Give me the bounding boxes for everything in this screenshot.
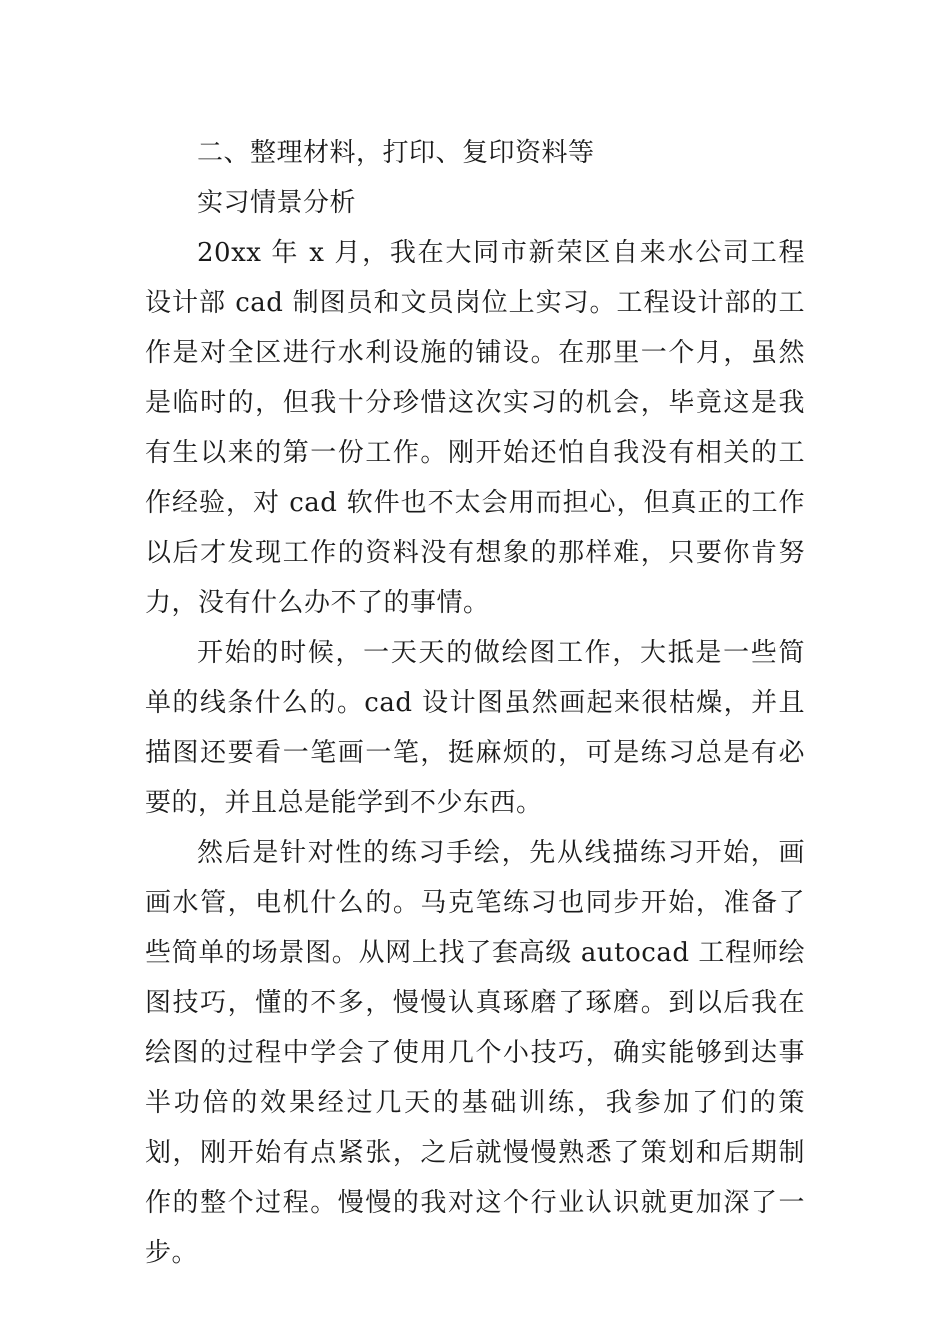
paragraph-hand-drawing-practice: 然后是针对性的练习手绘，先从线描练习开始，画画水管，电机什么的。马克笔练习也同步开始，准备了些简单的场景图。从网上找了套高级 autocad 工程师绘图技巧，懂的不多，慢慢认真琢磨了琢磨。到以后我在绘图的过程中学会了使用几个小技巧，确实能够到达事半功倍的效果经过几天的基础训练，我参加了们的策划，刚开始有点紧张，之后就慢慢熟悉了策划和后期制作的整个过程。慢慢的我对这个行业认识就更加深了一步。 <box>145 838 805 1268</box>
paragraph-internship-intro: 20xx 年 x 月，我在大同市新荣区自来水公司工程设计部 cad 制图员和文员岗位上实习。工程设计部的工作是对全区进行水利设施的铺设。在那里一个月，虽然是临时的，但我十分珍惜这次实习的机会，毕竟这是我有生以来的第一份工作。刚开始还怕自我没有相关的工作经验，对 cad 软件也不太会用而担心，但真正的工作以后才发现工作的资料没有想象的那样难，只要你肯努力，没有什么办不了的事情。 <box>145 238 805 618</box>
paragraph-drawing-work: 开始的时候，一天天的做绘图工作，大抵是一些简单的线条什么的。cad 设计图虽然画起来很枯燥，并且描图还要看一笔画一笔，挺麻烦的，可是练习总是有必要的，并且总是能学到不少东西。 <box>145 638 805 818</box>
paragraph-section-heading: 二、整理材料，打印、复印资料等 <box>197 138 595 168</box>
paragraph-analysis-heading: 实习情景分析 <box>197 188 357 218</box>
document-body <box>145 128 805 1278</box>
